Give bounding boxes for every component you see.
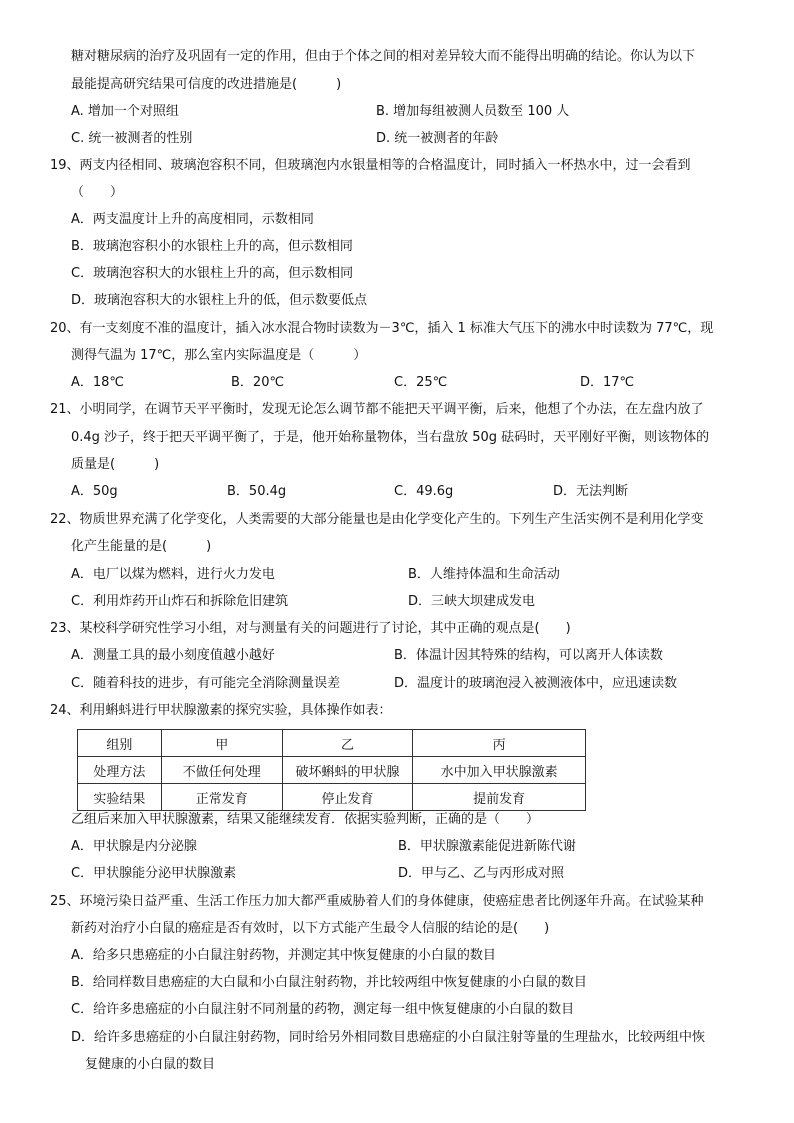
q20-option-d: D．17℃ [580, 375, 635, 390]
table-cell: 正常发育 [161, 784, 282, 811]
q19-stem-line-2: （ ） [71, 185, 124, 200]
experiment-table [77, 729, 586, 811]
q20-option-b: B．20℃ [231, 375, 285, 390]
q21-stem-line-3: 质量是( ) [71, 457, 160, 472]
table-cell: 停止发育 [282, 784, 413, 811]
q21-option-a: A．50g [71, 484, 118, 499]
q25-option-b: B．给同样数目患癌症的大白鼠和小白鼠注射药物，并比较两组中恢复健康的小白鼠的数目 [71, 975, 587, 990]
table-cell: 不做任何处理 [161, 757, 282, 784]
table-header-cell: 乙 [282, 730, 413, 757]
q25-option-d-line-2: 复健康的小白鼠的数目 [85, 1057, 216, 1072]
table-cell: 破坏蝌蚪的甲状腺 [282, 757, 413, 784]
q22-option-b: B．人维持体温和生命活动 [408, 567, 560, 582]
q21-option-d: D．无法判断 [553, 484, 629, 499]
q21-option-c: C．49.6g [394, 484, 454, 499]
q19-option-d: D．玻璃泡容积大的水银柱上升的低，但示数要低点 [71, 293, 368, 308]
q24-stem-after-table: 乙组后来加入甲状腺激素，结果又能继续发育．依据实验判断，正确的是（ ） [71, 812, 540, 827]
q18-option-c: C. 统一被测者的性别 [71, 131, 193, 146]
q21-stem-line-2: 0.4g 沙子，终于把天平调平衡了，于是，他开始称量物体，当右盘放 50g 砝码时，天平刚好平衡，则该物体的 [71, 430, 710, 445]
q24-option-c: C．甲状腺能分泌甲状腺激素 [71, 866, 237, 881]
q19-option-c: C．玻璃泡容积大的水银柱上升的高，但示数相同 [71, 266, 354, 281]
q23-option-d: D．温度计的玻璃泡浸入被测液体中，应迅速读数 [394, 676, 678, 691]
q25-option-a: A．给多只患癌症的小白鼠注射药物，并测定其中恢复健康的小白鼠的数目 [71, 948, 496, 963]
q22-option-a: A．电厂以煤为燃料，进行火力发电 [71, 567, 275, 582]
q23-option-b: B．体温计因其特殊的结构，可以离开人体读数 [394, 648, 663, 663]
table-header-cell: 丙 [413, 730, 586, 757]
table-header-cell: 组别 [78, 730, 162, 757]
q21-stem-line-1: 21、小明同学，在调节天平平衡时，发现无论怎么调节都不能把天平调平衡，后来，他想了个办法，在左盘内放了 [50, 402, 704, 417]
q19-option-a: A．两支温度计上升的高度相同，示数相同 [71, 212, 314, 227]
q20-stem-line-2: 测得气温为 17℃，那么室内实际温度是（ ） [71, 348, 367, 363]
q25-option-d-line-1: D．给许多患癌症的小白鼠注射药物，同时给另外相同数目患癌症的小白鼠注射等量的生理盐水，比较两组中恢 [71, 1030, 706, 1045]
q23-stem-line-1: 23、某校科学研究性学习小组，对与测量有关的问题进行了讨论，其中正确的观点是( ) [50, 621, 571, 636]
q18-stem-line-1: 糖对糖尿病的治疗及巩固有一定的作用，但由于个体之间的相对差异较大而不能得出明确的结论。你认为以下 [71, 49, 696, 64]
q21-option-b: B．50.4g [227, 484, 287, 499]
q18-option-a: A. 增加一个对照组 [71, 104, 179, 119]
q18-option-b: B. 增加每组被测人员数至 100 人 [376, 104, 570, 119]
table-row [78, 757, 586, 784]
q22-stem-line-2: 化产生能量的是( ) [71, 539, 212, 554]
table-cell: 处理方法 [78, 757, 162, 784]
table-row [78, 730, 586, 757]
q19-stem-line-1: 19、两支内径相同、玻璃泡容积不同，但玻璃泡内水银量相等的合格温度计，同时插入一杯热水中，过一会看到 [50, 158, 691, 173]
q24-option-d: D．甲与乙、乙与丙形成对照 [398, 866, 565, 881]
q20-option-a: A．18℃ [71, 375, 125, 390]
q23-option-a: A．测量工具的最小刻度值越小越好 [71, 648, 275, 663]
table-header-cell: 甲 [161, 730, 282, 757]
q22-option-d: D．三峡大坝建成发电 [408, 594, 536, 609]
table-cell: 实验结果 [78, 784, 162, 811]
table-cell: 水中加入甲状腺激素 [413, 757, 586, 784]
q25-option-c: C．给许多患癌症的小白鼠注射不同剂量的药物，测定每一组中恢复健康的小白鼠的数目 [71, 1002, 575, 1017]
q24-option-a: A．甲状腺是内分泌腺 [71, 839, 197, 854]
q20-option-c: C．25℃ [394, 375, 448, 390]
q24-option-b: B．甲状腺激素能促进新陈代谢 [398, 839, 576, 854]
q20-stem-line-1: 20、有一支刻度不准的温度计，插入冰水混合物时读数为－3℃，插入 1 标准大气压下的沸水中时读数为 77℃，现 [50, 321, 714, 336]
q18-stem-line-2: 最能提高研究结果可信度的改进措施是( ) [71, 77, 342, 92]
q22-option-c: C．利用炸药开山炸石和拆除危旧建筑 [71, 594, 289, 609]
table-cell: 提前发育 [413, 784, 586, 811]
q25-stem-line-1: 25、环境污染日益严重、生活工作压力加大都严重威胁着人们的身体健康，使癌症患者比例逐年升高。在试验某种 [50, 894, 704, 909]
table-row [78, 784, 586, 811]
q18-option-d: D. 统一被测者的年龄 [376, 131, 499, 146]
q19-option-b: B．玻璃泡容积小的水银柱上升的高，但示数相同 [71, 239, 353, 254]
q25-stem-line-2: 新药对治疗小白鼠的癌症是否有效时，以下方式能产生最令人信服的结论的是( ) [71, 921, 550, 936]
q23-option-c: C．随着科技的进步，有可能完全消除测量误差 [71, 676, 341, 691]
q24-stem-line-1: 24、利用蝌蚪进行甲状腺激素的探究实验，具体操作如表： [50, 703, 392, 718]
q22-stem-line-1: 22、物质世界充满了化学变化，人类需要的大部分能量也是由化学变化产生的。下列生产生活实例不是利用化学变 [50, 512, 704, 527]
